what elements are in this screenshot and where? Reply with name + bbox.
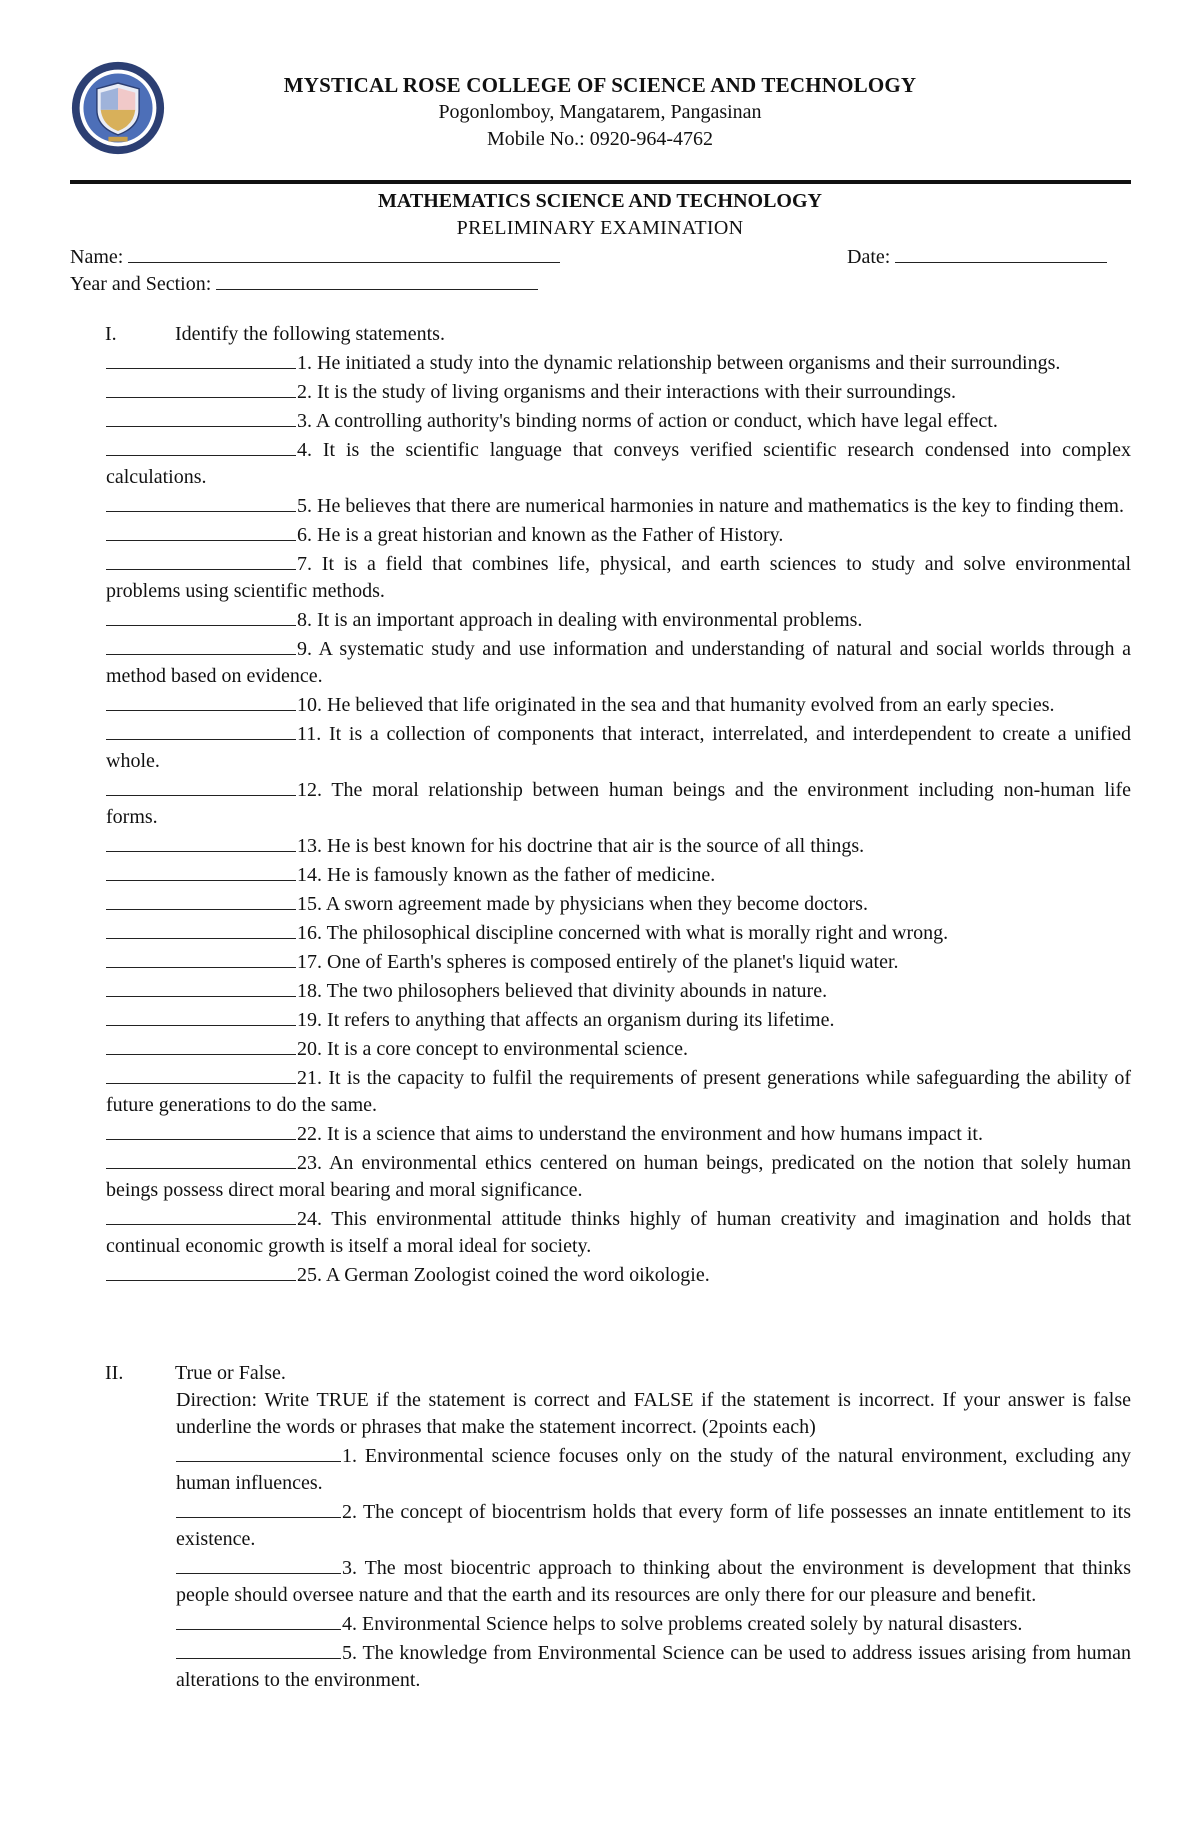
answer-blank[interactable]: [106, 860, 296, 881]
answer-blank[interactable]: [106, 690, 296, 711]
part1-number: I.: [105, 323, 117, 345]
list-item: 2. It is the study of living organisms and their interactions with their surroundings.: [106, 377, 1131, 406]
answer-blank[interactable]: [106, 1260, 296, 1281]
list-item: 3. A controlling authority's binding norms of action or conduct, which have legal effect.: [106, 406, 1131, 435]
answer-blank[interactable]: [106, 976, 296, 997]
list-item: 4. Environmental Science helps to solve problems created solely by natural disasters.: [176, 1609, 1131, 1638]
year-section-blank[interactable]: [216, 267, 538, 290]
list-item: 14. He is famously known as the father of medicine.: [106, 860, 1131, 889]
answer-blank[interactable]: [176, 1441, 341, 1462]
part2-instruction: True or False.: [175, 1362, 286, 1384]
list-item: 17. One of Earth's spheres is composed entirely of the planet's liquid water.: [106, 947, 1131, 976]
answer-blank[interactable]: [106, 918, 296, 939]
answer-blank[interactable]: [106, 889, 296, 910]
answer-blank[interactable]: [106, 605, 296, 626]
list-item: 8. It is an important approach in dealing with environmental problems.: [106, 605, 1131, 634]
answer-blank[interactable]: [106, 348, 296, 369]
institution-address: Pogonlomboy, Mangatarem, Pangasinan: [438, 101, 762, 123]
answer-blank[interactable]: [106, 377, 296, 398]
header-divider: [70, 180, 1131, 184]
answer-blank[interactable]: [106, 435, 296, 456]
list-item: 15. A sworn agreement made by physicians when they become doctors.: [106, 889, 1131, 918]
list-item: 16. The philosophical discipline concerned with what is morally right and wrong.: [106, 918, 1131, 947]
list-item: 4. It is the scientific language that conveys verified scientific research condensed into complex calculations.: [106, 435, 1131, 491]
answer-blank[interactable]: [106, 1148, 296, 1169]
list-item: 20. It is a core concept to environmental science.: [106, 1034, 1131, 1063]
answer-blank[interactable]: [106, 831, 296, 852]
list-item: 23. An environmental ethics centered on human beings, predicated on the notion that solely human beings possess direct moral bearing and moral significance.: [106, 1148, 1131, 1204]
list-item: 3. The most biocentric approach to thinking about the environment is development that thinks people should oversee nature and that the earth and its resources are only there for our pleasure and benefit.: [176, 1553, 1131, 1609]
answer-blank[interactable]: [106, 1063, 296, 1084]
year-section-field: [70, 267, 538, 298]
answer-blank[interactable]: [176, 1553, 341, 1574]
name-blank[interactable]: [128, 240, 560, 263]
list-item: 19. It refers to anything that affects an organism during its lifetime.: [106, 1005, 1131, 1034]
answer-blank[interactable]: [176, 1638, 341, 1659]
list-item: 9. A systematic study and use information and understanding of natural and social worlds through a method based on evidence.: [106, 634, 1131, 690]
answer-blank[interactable]: [106, 1204, 296, 1225]
list-item: 21. It is the capacity to fulfil the requirements of present generations while safeguarding the ability of future generations to do the same.: [106, 1063, 1131, 1119]
list-item: 13. He is best known for his doctrine that air is the source of all things.: [106, 831, 1131, 860]
answer-blank[interactable]: [106, 775, 296, 796]
part2-heading: [105, 1360, 286, 1387]
list-item: 12. The moral relationship between human beings and the environment including non-human life forms.: [106, 775, 1131, 831]
exam-title: [0, 188, 1200, 242]
school-header: [0, 72, 1200, 153]
list-item: 24. This environmental attitude thinks highly of human creativity and imagination and holds that continual economic growth is itself a moral ideal for society.: [106, 1204, 1131, 1260]
list-item: 1. He initiated a study into the dynamic relationship between organisms and their surroundings.: [106, 348, 1131, 377]
list-item: 18. The two philosophers believed that divinity abounds in nature.: [106, 976, 1131, 1005]
exam-type: PRELIMINARY EXAMINATION: [456, 217, 744, 239]
list-item: 5. He believes that there are numerical harmonies in nature and mathematics is the key to finding them.: [106, 491, 1131, 520]
part1-instruction: Identify the following statements.: [175, 323, 445, 345]
name-label: Name:: [70, 246, 124, 268]
answer-blank[interactable]: [106, 947, 296, 968]
date-field: [847, 240, 1107, 271]
answer-blank[interactable]: [106, 719, 296, 740]
year-section-label: Year and Section:: [70, 273, 212, 295]
list-item: 22. It is a science that aims to understand the environment and how humans impact it.: [106, 1119, 1131, 1148]
answer-blank[interactable]: [176, 1497, 341, 1518]
list-item: 10. He believed that life originated in the sea and that humanity evolved from an early species.: [106, 690, 1131, 719]
part1-heading: [105, 321, 445, 348]
answer-blank[interactable]: [106, 1034, 296, 1055]
date-label: Date:: [847, 246, 891, 268]
part2-direction: Direction: Write TRUE if the statement is correct and FALSE if the statement is incorrect. If your answer is false underline the words or phrases that make the statement incorrect. (2points each): [176, 1389, 1131, 1438]
part2-question-list: [176, 1387, 1131, 1694]
part1-question-list: [106, 348, 1131, 1289]
list-item: 6. He is a great historian and known as the Father of History.: [106, 520, 1131, 549]
exam-subject: MATHEMATICS SCIENCE AND TECHNOLOGY: [378, 190, 822, 212]
answer-blank[interactable]: [176, 1609, 341, 1630]
institution-name: MYSTICAL ROSE COLLEGE OF SCIENCE AND TECHNOLOGY: [283, 73, 917, 97]
answer-blank[interactable]: [106, 634, 296, 655]
answer-blank[interactable]: [106, 1119, 296, 1140]
answer-blank[interactable]: [106, 1005, 296, 1026]
answer-blank[interactable]: [106, 491, 296, 512]
answer-blank[interactable]: [106, 406, 296, 427]
answer-blank[interactable]: [106, 549, 296, 570]
list-item: 5. The knowledge from Environmental Science can be used to address issues arising from human alterations to the environment.: [176, 1638, 1131, 1694]
list-item: 11. It is a collection of components that interact, interrelated, and interdependent to create a unified whole.: [106, 719, 1131, 775]
list-item: 7. It is a field that combines life, physical, and earth sciences to study and solve environmental problems using scientific methods.: [106, 549, 1131, 605]
list-item: 25. A German Zoologist coined the word oikologie.: [106, 1260, 1131, 1289]
date-blank[interactable]: [895, 240, 1107, 263]
list-item: 2. The concept of biocentrism holds that every form of life possesses an innate entitlement to its existence.: [176, 1497, 1131, 1553]
list-item: 1. Environmental science focuses only on the study of the natural environment, excluding any human influences.: [176, 1441, 1131, 1497]
answer-blank[interactable]: [106, 520, 296, 541]
institution-mobile: Mobile No.: 0920-964-4762: [486, 128, 714, 150]
part2-number: II.: [105, 1362, 124, 1384]
